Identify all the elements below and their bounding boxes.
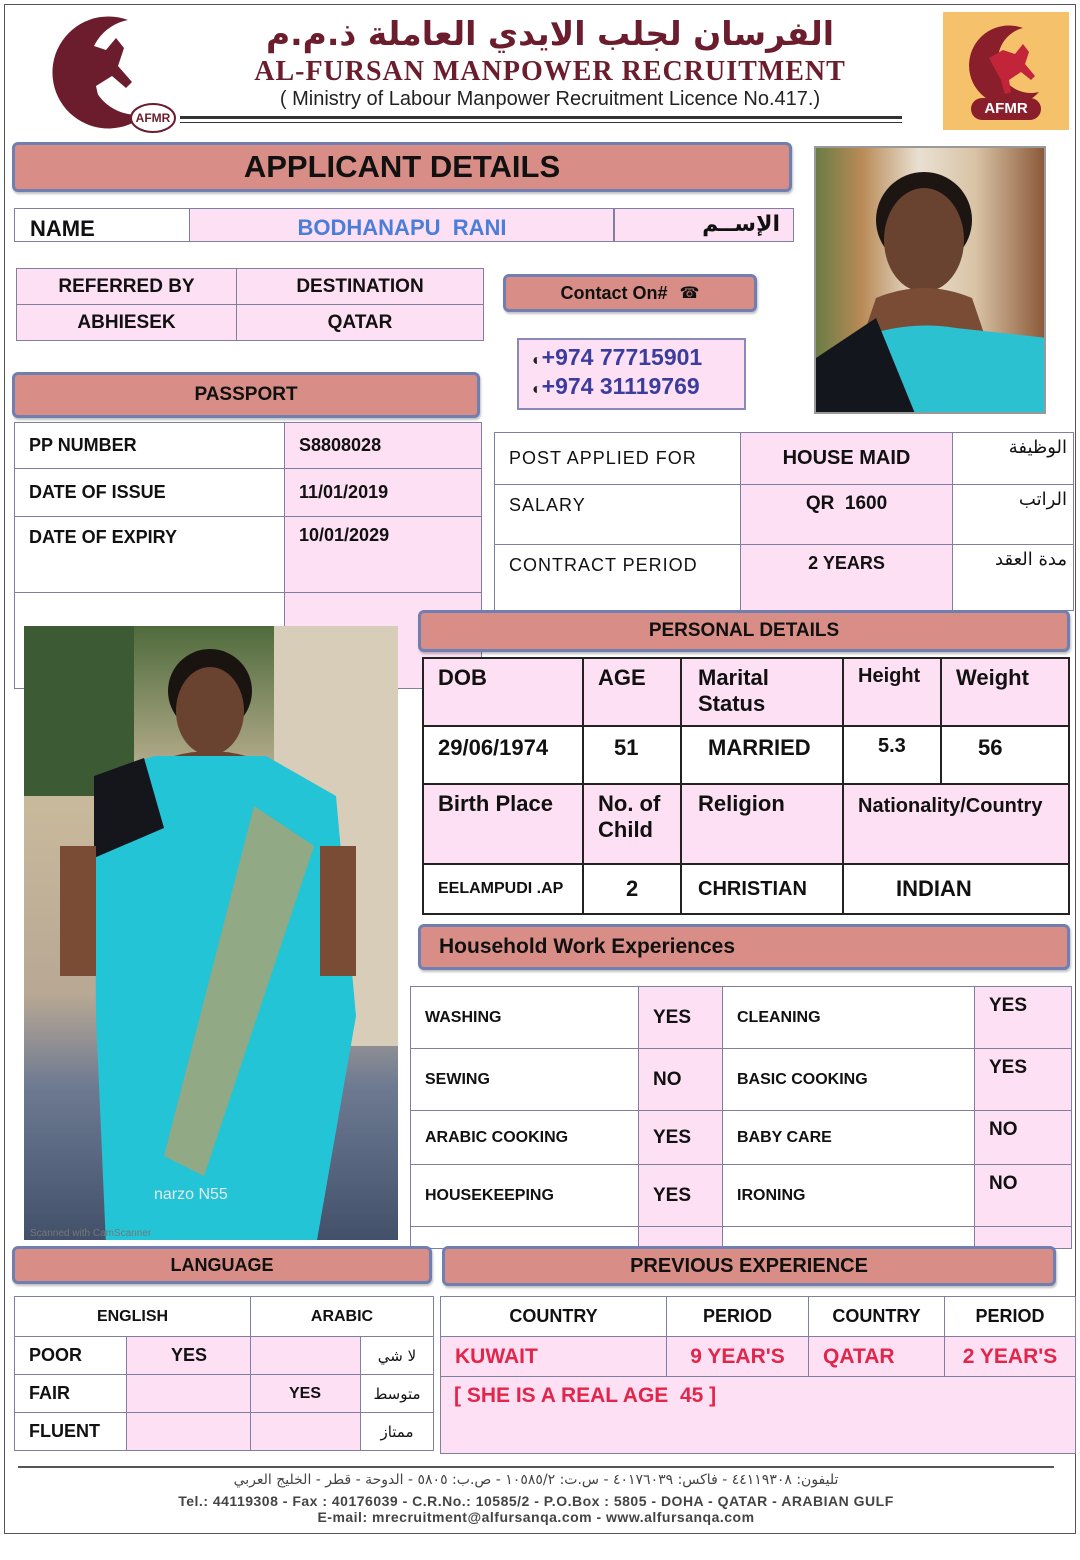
name-arabic-label: الإســم	[702, 212, 780, 237]
referred-by-label: REFERRED BY	[17, 269, 237, 305]
salary-label: SALARY	[495, 485, 741, 545]
date-of-expiry-label: DATE OF EXPIRY	[15, 517, 285, 593]
footer-contact-line: Tel.: 44119308 - Fax : 40176039 - C.R.No.: 10585/2 - P.O.Box : 5805 - DOHA - QATAR - ARABIAN GULF	[178, 1493, 894, 1509]
contract-period-label: CONTRACT PERIOD	[495, 545, 741, 611]
poor-arabic	[251, 1337, 361, 1375]
company-logo-left	[28, 14, 176, 134]
contact-label-bar	[503, 274, 757, 312]
post-applied-label: POST APPLIED FOR	[495, 433, 741, 485]
company-name-arabic: الفرسان لجلب الايدي العاملة ذ.م.م	[265, 14, 835, 53]
height-value: 5.3	[843, 726, 941, 784]
phone-icon: ☎	[679, 285, 700, 302]
real-age-note: [ SHE IS A REAL AGE 45 ]	[454, 1384, 717, 1407]
applicant-portrait-photo	[814, 146, 1046, 414]
personal-details-table	[422, 657, 1070, 915]
height-header: Height	[843, 658, 941, 726]
language-table	[14, 1296, 434, 1451]
destination-label: DESTINATION	[237, 269, 484, 305]
salary-arabic: الراتب	[953, 485, 1074, 545]
passport-title: PASSPORT	[194, 384, 298, 405]
birth-place-value: EELAMPUDI .AP	[423, 864, 583, 914]
religion-header: Religion	[681, 784, 843, 864]
period-header-1: PERIOD	[667, 1297, 809, 1337]
weight-value: 56	[941, 726, 1069, 784]
ironing-label: IRONING	[723, 1165, 975, 1227]
country-value-1: KUWAIT	[441, 1337, 667, 1377]
name-value: BODHANAPU RANI	[297, 215, 507, 240]
arabic-header: ARABIC	[251, 1297, 434, 1337]
weight-header: Weight	[941, 658, 1069, 726]
footer-arabic: تليفون: ٤٤١١٩٣٠٨ - فاكس: ٤٠١٧٦٠٣٩ - س.ت: ١٠٥٨٥/٢ - ص.ب: ٥٨٠٥ - الدوحة - قطر - الخليج العربي	[233, 1472, 839, 1488]
sewing-label: SEWING	[411, 1049, 639, 1111]
dob-header: DOB	[423, 658, 583, 726]
job-table	[494, 432, 1074, 611]
contract-period-value: 2 YEARS	[741, 545, 953, 611]
previous-experience-title-bar	[442, 1246, 1056, 1286]
header-underline	[180, 116, 902, 119]
housekeeping-value: YES	[639, 1165, 723, 1227]
marital-status-value: MARRIED	[681, 726, 843, 784]
applicant-details-title	[12, 142, 792, 192]
whatsapp-icon: ◐	[532, 381, 542, 398]
phone-2	[532, 373, 700, 400]
nationality-value: INDIAN	[843, 864, 1069, 914]
sewing-value: NO	[639, 1049, 723, 1111]
cleaning-value: YES	[975, 987, 1072, 1049]
photo-watermark: narzo N55	[154, 1186, 228, 1203]
passport-title-bar	[12, 372, 480, 418]
pp-number-value: S8808028	[285, 423, 482, 469]
poor-english: YES	[127, 1337, 251, 1375]
name-label: NAME	[30, 216, 95, 241]
referred-by-value: ABHIESEK	[17, 305, 237, 341]
footer-email-line: E-mail: mrecruitment@alfursanqa.com - www.alfursanqa.com	[317, 1509, 755, 1525]
contract-period-arabic: مدة العقد	[953, 545, 1074, 611]
fair-label: FAIR	[15, 1375, 127, 1413]
country-header-1: COUNTRY	[441, 1297, 667, 1337]
company-logo-right	[943, 12, 1069, 130]
marital-status-header: Marital Status	[681, 658, 843, 726]
poor-arabic-label: لا شي	[361, 1337, 434, 1375]
contact-label: Contact On#	[560, 282, 668, 303]
household-title: Household Work Experiences	[439, 935, 736, 958]
date-of-expiry-value: 10/01/2029	[285, 517, 482, 593]
phone-1-text: +974 77715901	[541, 344, 703, 370]
poor-label: POOR	[15, 1337, 127, 1375]
fluent-arabic-label: ممتاز	[361, 1413, 434, 1451]
period-value-1: 9 YEAR'S	[667, 1337, 809, 1377]
phone-2-text: +974 31119769	[541, 373, 700, 399]
destination-value: QATAR	[237, 305, 484, 341]
country-header-2: COUNTRY	[809, 1297, 945, 1337]
company-name-english: AL-FURSAN MANPOWER RECRUITMENT	[254, 56, 846, 87]
language-title-bar	[12, 1246, 432, 1284]
age-header: AGE	[583, 658, 681, 726]
logo-text: AFMR	[984, 100, 1028, 117]
referral-table	[16, 268, 484, 341]
camscanner-label: Scanned with CamScanner	[30, 1228, 152, 1239]
personal-details-title-bar	[418, 610, 1070, 652]
pp-number-label: PP NUMBER	[15, 423, 285, 469]
footer-rule	[18, 1466, 1054, 1468]
post-applied-arabic: الوظيفة	[953, 433, 1074, 485]
phone-1	[532, 344, 702, 371]
cleaning-label: CLEANING	[723, 987, 975, 1049]
arabic-cooking-label: ARABIC COOKING	[411, 1111, 639, 1165]
religion-value: CHRISTIAN	[681, 864, 843, 914]
fair-english	[127, 1375, 251, 1413]
applicant-details-title-text: APPLICANT DETAILS	[243, 149, 561, 184]
fair-arabic-label: متوسط	[361, 1375, 434, 1413]
age-value: 51	[583, 726, 681, 784]
personal-details-title: PERSONAL DETAILS	[648, 620, 840, 641]
name-divider	[613, 208, 615, 242]
washing-value: YES	[639, 987, 723, 1049]
fluent-label: FLUENT	[15, 1413, 127, 1451]
nationality-header: Nationality/Country	[843, 784, 1069, 864]
children-value: 2	[583, 864, 681, 914]
country-value-2: QATAR	[809, 1337, 945, 1377]
baby-care-value: NO	[975, 1111, 1072, 1165]
children-header: No. of Child	[583, 784, 681, 864]
licence-text: ( Ministry of Labour Manpower Recruitment Licence No.417.)	[279, 88, 821, 110]
fluent-arabic	[251, 1413, 361, 1451]
dob-value: 29/06/1974	[423, 726, 583, 784]
header-underline-2	[180, 122, 902, 123]
washing-label: WASHING	[411, 987, 639, 1049]
previous-experience-table	[440, 1296, 1076, 1377]
date-of-issue-label: DATE OF ISSUE	[15, 469, 285, 517]
household-table	[410, 986, 1072, 1249]
applicant-full-photo	[24, 626, 398, 1240]
basic-cooking-value: YES	[975, 1049, 1072, 1111]
salary-value: QR 1600	[741, 485, 953, 545]
ironing-value: NO	[975, 1165, 1072, 1227]
household-title-bar	[418, 924, 1070, 970]
period-value-2: 2 YEAR'S	[945, 1337, 1076, 1377]
basic-cooking-label: BASIC COOKING	[723, 1049, 975, 1111]
post-applied-value: HOUSE MAID	[741, 433, 953, 485]
birth-place-header: Birth Place	[423, 784, 583, 864]
date-of-issue-value: 11/01/2019	[285, 469, 482, 517]
fair-arabic: YES	[251, 1375, 361, 1413]
previous-experience-title: PREVIOUS EXPERIENCE	[630, 1254, 868, 1277]
arabic-cooking-value: YES	[639, 1111, 723, 1165]
language-title: LANGUAGE	[170, 1254, 274, 1275]
whatsapp-icon: ◐	[532, 352, 542, 369]
logo-text: AFMR	[135, 111, 171, 125]
baby-care-label: BABY CARE	[723, 1111, 975, 1165]
english-header: ENGLISH	[15, 1297, 251, 1337]
period-header-2: PERIOD	[945, 1297, 1076, 1337]
housekeeping-label: HOUSEKEEPING	[411, 1165, 639, 1227]
fluent-english	[127, 1413, 251, 1451]
